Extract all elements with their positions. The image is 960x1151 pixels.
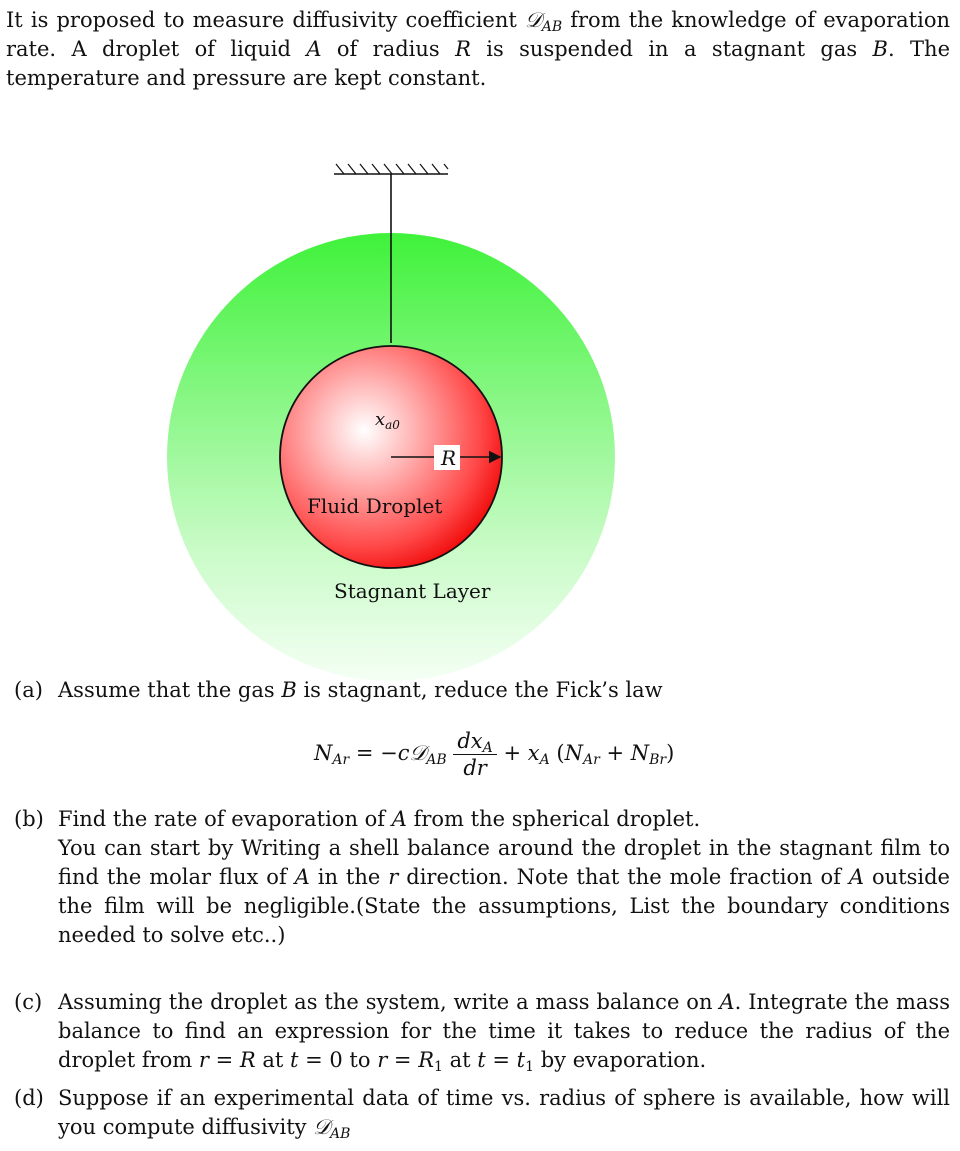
item-text: Assume that the gas B is stagnant, reduce the Fick’s law (58, 678, 663, 702)
question-d (14, 1084, 950, 1142)
item-text: Find the rate of evaporation of A from the spherical droplet. You can start by Writing a shell balance around the droplet in the stagnant film to find the molar flux of A in the r direction. Note that the mole fraction of A outside the film will be negligible.(State the assumptions, List the boundary conditions needed to solve etc..) (58, 807, 950, 947)
droplet-label: Fluid Droplet (307, 494, 443, 518)
radius-label: R (441, 446, 457, 470)
ficks-law-equation: $N_{Ar}$ = −c𝒟$_{AB}$ $\frac{dx_A}{dr}$ + $x_A$ $(N_{Ar} + N_{Br})$ (314, 729, 675, 780)
layer-label: Stagnant Layer (334, 579, 491, 603)
question-b (14, 805, 950, 950)
item-label: (a) (14, 678, 43, 702)
item-label: (c) (14, 990, 43, 1014)
center-label: $x_{a0}$ (375, 409, 400, 432)
question-c (14, 988, 950, 1075)
droplet-figure (0, 150, 960, 690)
item-text: Suppose if an experimental data of time vs. radius of sphere is available, how will you compute diffusivity 𝒟$_{AB}$ (58, 1086, 950, 1142)
item-label: (b) (14, 807, 44, 831)
question-a (14, 676, 950, 705)
intro-paragraph: It is proposed to measure diffusivity coefficient 𝒟$_{AB}$ from the knowledge of evaporation rate. A droplet of liquid A of radius R is suspended in a stagnant gas B. The temperature and pressure are kept constant. (6, 8, 951, 90)
item-text: Assuming the droplet as the system, write a mass balance on A. Integrate the mass balance to find an expression for the time it takes to reduce the radius of the droplet from r = R at t = 0 to $r = R_1$ at $t = t_1$ by evaporation. (58, 990, 950, 1075)
ceiling-support (334, 164, 448, 174)
item-label: (d) (14, 1086, 44, 1110)
